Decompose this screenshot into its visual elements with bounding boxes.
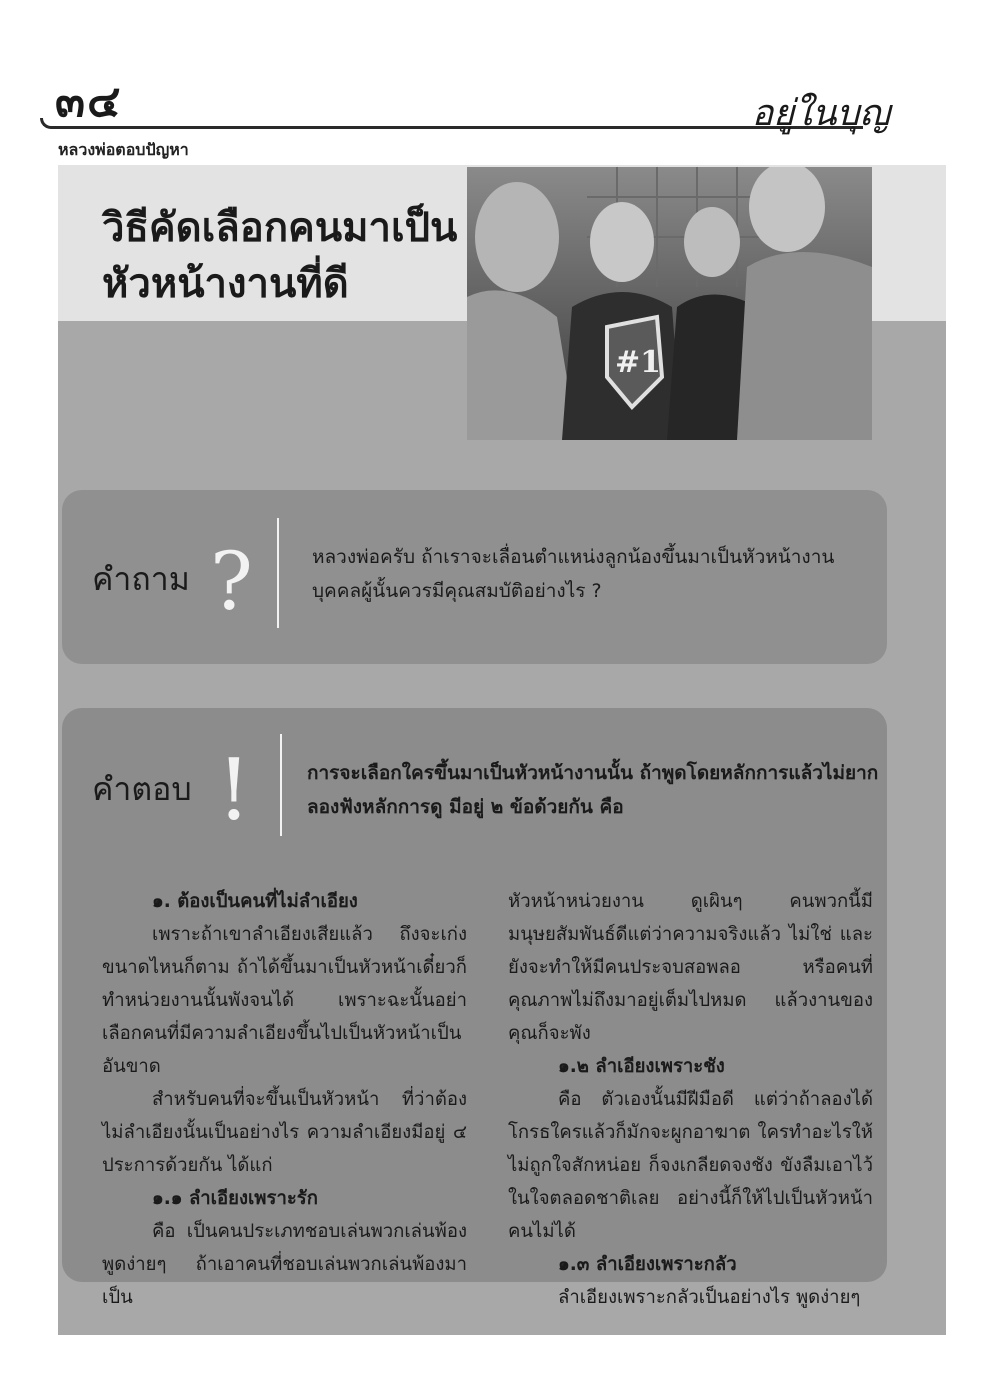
right-paragraph-1: หัวหน้าหน่วยงาน ดูเผินๆ คนพวกนี้มีมนุษยสัมพันธ์ดีแต่ว่าความจริงแล้ว ไม่ใช่ และยังจะทำให้มีคนประจบสอพลอ หรือคนที่คุณภาพไม่ถึงมาอยู่เต็มไปหมด แล้วงานของคุณก็จะพัง: [508, 891, 873, 1044]
magazine-logo: อยู่ในบุญ: [751, 93, 890, 134]
right-paragraph-2: คือ ตัวเองนั้นมีฝีมือดี แต่ว่าถ้าลองได้โกรธใครแล้วก็มักจะผูกอาฆาต ใครทำอะไรให้ไม่ถูกใจสักหน่อย ก็จงเกลียดจงชัง ขังลืมเอาไว้ในใจตลอดชาติเลย อย่างนี้ก็ให้ไปเป็นหัวหน้าคนไม่ได้: [508, 1089, 873, 1242]
right-paragraph-3: ลำเอียงเพราะกลัวเป็นอย่างไร พูดง่ายๆ: [558, 1287, 861, 1308]
answer-intro: [307, 756, 878, 824]
page-number: ๓๔: [55, 76, 123, 127]
answer-intro-line2: ลองฟังหลักการดู มีอยู่ ๒ ข้อด้วยกัน คือ: [307, 796, 624, 818]
article-title: [102, 200, 462, 312]
left-column: [102, 885, 467, 1314]
exclamation-mark-icon: !: [217, 741, 251, 839]
right-heading-2: ๑.๓ ลำเอียงเพราะกลัว: [558, 1254, 737, 1275]
header-rule: [40, 118, 863, 129]
left-heading-1: ๑. ต้องเป็นคนที่ไม่ลำเอียง: [152, 891, 358, 912]
left-paragraph-3: คือ เป็นคนประเภทชอบเล่นพวกเล่นพ้องพูดง่ายๆ ถ้าเอาคนที่ชอบเล่นพวกเล่นพ้องมาเป็น: [102, 1221, 467, 1308]
answer-intro-line1: การจะเลือกใครขึ้นมาเป็นหัวหน้างานนั้น ถ้าพูดโดยหลักการแล้วไม่ยาก: [307, 762, 879, 784]
question-text-line2: บุคคลผู้นั้นควรมีคุณสมบัติอย่างไร ?: [312, 580, 602, 602]
answer-divider: [280, 734, 282, 836]
question-heading: คำถาม: [92, 560, 190, 598]
left-paragraph-1: เพราะถ้าเขาลำเอียงเสียแล้ว ถึงจะเก่งขนาดไหนก็ตาม ถ้าได้ขึ้นมาเป็นหัวหน้าเดี๋ยวก็ทำหน่วยงานนั้นพังจนได้ เพราะฉะนั้นอย่าเลือกคนที่มีความลำเอียงขึ้นไปเป็นหัวหน้าเป็นอันขาด: [102, 924, 467, 1077]
question-text: [312, 540, 834, 608]
left-paragraph-2: สำหรับคนที่จะขึ้นเป็นหัวหน้า ที่ว่าต้องไม่ลำเอียงนั้นเป็นอย่างไร ความลำเอียงมีอยู่ ๔ ประการด้วยกัน ได้แก่: [102, 1089, 467, 1176]
article-title-line2: หัวหน้างานที่ดี: [102, 261, 349, 307]
photo-badge-text: #1: [615, 345, 662, 380]
question-text-line1: หลวงพ่อครับ ถ้าเราจะเลื่อนตำแหน่งลูกน้องขึ้นมาเป็นหัวหน้างาน: [312, 546, 835, 568]
section-label: หลวงพ่อตอบปัญหา: [58, 140, 189, 159]
left-heading-2: ๑.๑ ลำเอียงเพราะรัก: [152, 1188, 318, 1209]
right-column: [508, 885, 873, 1314]
answer-heading: คำตอบ: [92, 770, 192, 808]
right-heading-1: ๑.๒ ลำเอียงเพราะชัง: [558, 1056, 725, 1077]
question-mark-icon: ?: [210, 535, 253, 628]
business-people-photo: [467, 167, 872, 440]
article-title-line1: วิธีคัดเลือกคนมาเป็น: [102, 205, 458, 251]
question-divider: [277, 518, 279, 628]
question-box: [62, 490, 887, 664]
